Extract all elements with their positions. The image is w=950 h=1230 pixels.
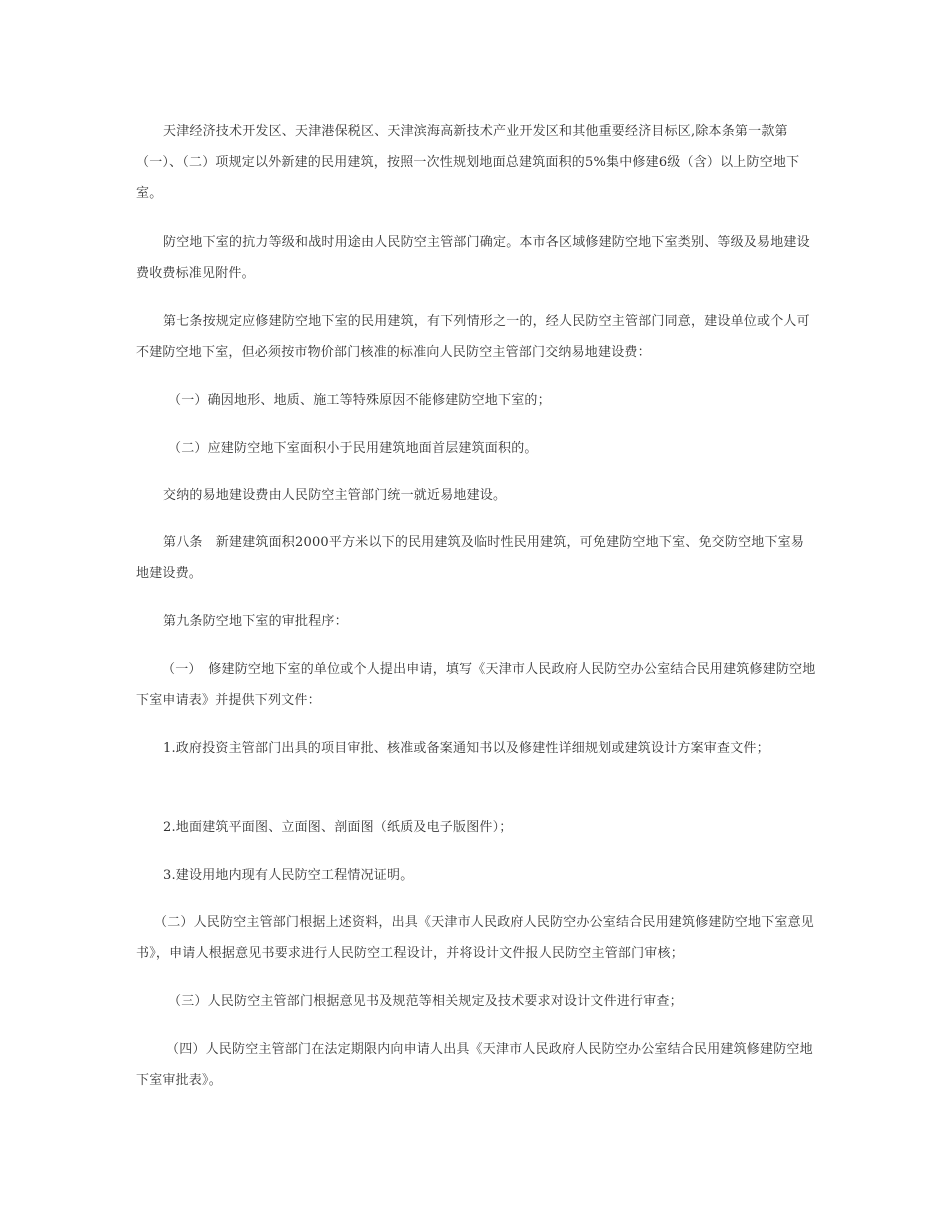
paragraph-article-9-heading: 第九条防空地下室的审批程序： [163,614,348,629]
paragraph-economic-zones: 天津经济技术开发区、天津港保税区、天津滨海高新技术产业开发区和其他重要经济目标区,除本条第一款第（一）、（二）项规定以外新建的民用建筑，按照一次性规划地面总建筑面积的5%集中修建6级（含）以上防空地下室。 [136,124,800,201]
paragraph-article-7-item-2: （二）应建防空地下室面积小于民用建筑地面首层建筑面积的。 [168,441,538,456]
paragraph-file-2: 2.地面建筑平面图、立面图、剖面图（纸质及电子版图件）； [163,820,513,835]
paragraph-relocation-fee: 交纳的易地建设费由人民防空主管部门统一就近易地建设。 [163,488,507,503]
paragraph-article-9-item-2: （二）人民防空主管部门根据上述资料，出具《天津市人民政府人民防空办公室结合民用建筑修建防空地下室意见书》，申请人根据意见书要求进行人民防空工程设计，并将设计文件报人民防空主管部门审核； [136,915,815,961]
paragraph-resistance-level: 防空地下室的抗力等级和战时用途由人民防空主管部门确定。本市各区域修建防空地下室类别、等级及易地建设费收费标准见附件。 [136,235,810,281]
paragraph-article-9-item-4: （四）人民防空主管部门在法定期限内向申请人出具《天津市人民政府人民防空办公室结合民用建筑修建防空地下室审批表》。 [136,1042,813,1088]
paragraph-article-8: 第八条 新建建筑面积2000平方米以下的民用建筑及临时性民用建筑，可免建防空地下室、免交防空地下室易地建设费。 [136,535,805,581]
paragraph-article-9-item-1: （一） 修建防空地下室的单位或个人提出申请，填写《天津市人民政府人民防空办公室结合民用建筑修建防空地下室申请表》并提供下列文件： [136,662,816,708]
paragraph-article-7: 第七条按规定应修建防空地下室的民用建筑，有下列情形之一的，经人民防空主管部门同意，建设单位或个人可不建防空地下室，但必须按市物价部门核准的标准向人民防空主管部门交纳易地建设费： [136,314,810,360]
paragraph-file-1: 1.政府投资主管部门出具的项目审批、核准或备案通知书以及修建性详细规划或建筑设计方案审查文件； [163,741,770,756]
paragraph-article-7-item-1: （一）确因地形、地质、施工等特殊原因不能修建防空地下室的； [168,393,551,408]
paragraph-article-9-item-3: （三）人民防空主管部门根据意见书及规范等相关规定及技术要求对设计文件进行审查； [168,994,683,1009]
paragraph-file-3: 3.建设用地内现有人民防空工程情况证明。 [163,868,414,883]
